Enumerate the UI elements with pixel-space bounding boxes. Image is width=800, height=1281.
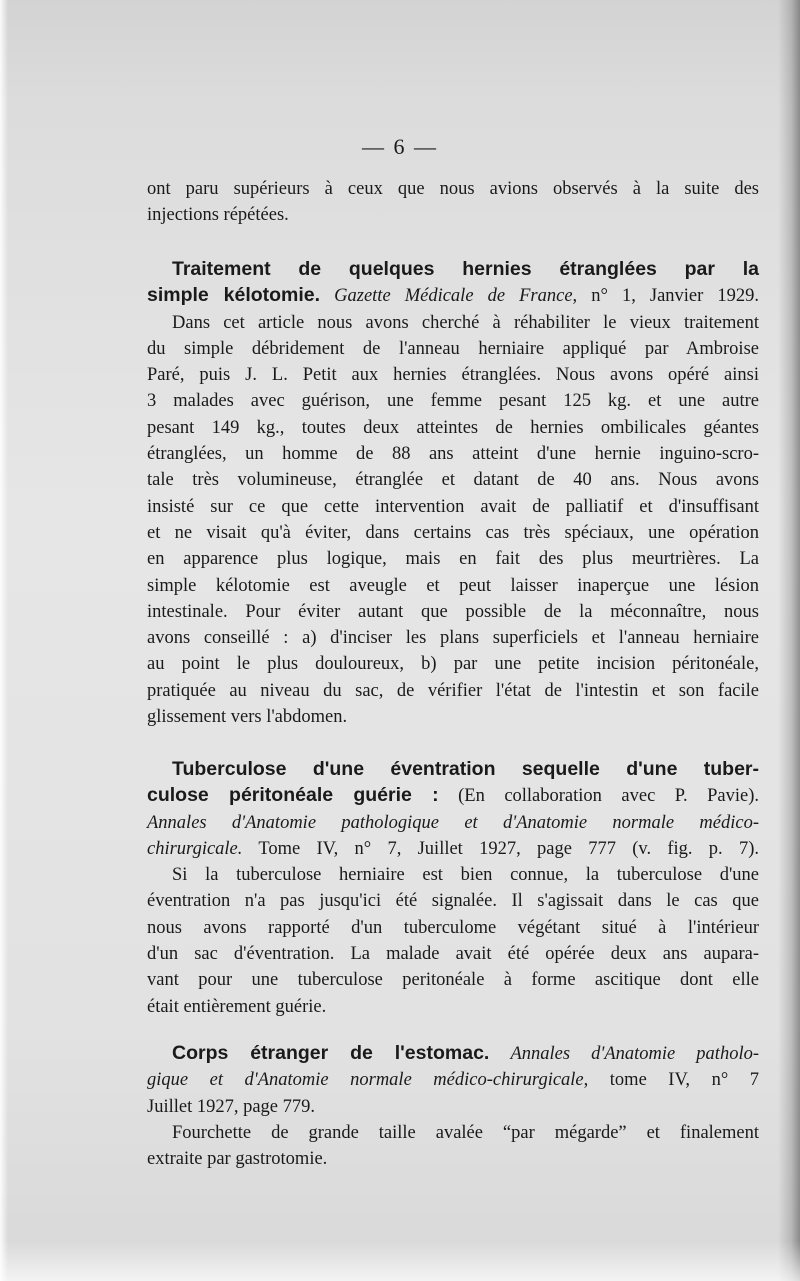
section-title-line-1 (147, 1040, 759, 1067)
section-tuberculose-eventration (147, 756, 759, 1020)
body-line: Dans cet article nous avons cherché à réhabiliter le vieux traitement (172, 312, 759, 333)
body-line: était entièrement guérie. (147, 996, 327, 1017)
body-line: nous avons rapporté d'un tuberculome végétant situé à l'intérieur (147, 917, 759, 938)
body-line: 3 malades avec guérison, une femme pesant 125 kg. et une autre (147, 391, 759, 412)
body-line: d'un sac d'éventration. La malade avait été opérée deux ans aupara- (147, 944, 759, 965)
page-bottom-fade (0, 1241, 800, 1281)
journal-issue: , tome IV, n° 7 (583, 1070, 759, 1091)
intro-line: injections répétées. (147, 205, 289, 226)
body-line: glissement vers l'abdomen. (147, 707, 348, 728)
body-line: pesant 149 kg., toutes deux atteintes de hernies ombilicales géantes (147, 417, 759, 438)
section-kelotomie (147, 256, 759, 730)
body-line: Fourchette de grande taille avalée “par mégarde” et finalement (172, 1122, 759, 1143)
journal-issue: , n° 1, Janvier 1929. (572, 286, 759, 307)
section-title: Traitement de quelques hernies étranglées par la (172, 258, 759, 280)
body-line: intestinale. Pour éviter autant que possible de la méconnaître, nous (147, 601, 759, 622)
body-line: avons conseillé : a) d'inciser les plans superficiels et l'anneau herniaire (147, 628, 759, 649)
journal-source-continued: chirurgicale. (147, 838, 243, 859)
journal-date: Juillet 1927, page 779. (147, 1096, 316, 1117)
body-line: Si la tuberculose herniaire est bien connue, la tuberculose d'une (172, 865, 759, 886)
body-line: simple kélotomie est aveugle et peut laisser inaperçue une lésion (147, 575, 759, 596)
body-line: au point le plus douloureux, b) par une petite incision péritonéale, (147, 654, 759, 675)
body-line: pratiquée au niveau du sac, de vérifier l'état de l'intestin et son facile (147, 680, 759, 701)
intro-line: ont paru supérieurs à ceux que nous avions observés à la suite des (147, 179, 759, 199)
body-line: insisté sur ce que cette intervention avait de palliatif et d'insuffisant (147, 496, 759, 517)
section-title-line-2 (147, 282, 759, 309)
journal-issue: Tome IV, n° 7, Juillet 1927, page 777 (v. fig. p. 7). (258, 838, 759, 859)
section-title-continued: simple kélotomie. (147, 284, 321, 307)
body-line: tale très volumineuse, étranglée et datant de 40 ans. Nous avons (147, 470, 759, 491)
section-corps-etranger (147, 1040, 759, 1172)
body-line: extraite par gastrotomie. (147, 1149, 328, 1170)
body-line: du simple débridement de l'anneau herniaire appliqué par Ambroise (147, 338, 759, 359)
section-title: Tuberculose d'une éventration sequelle d'une tuber- (172, 758, 759, 780)
journal-source: Annales d'Anatomie patholo- (510, 1044, 759, 1064)
body-line: en apparence plus logique, mais en fait des plus meurtrières. La (147, 549, 759, 570)
collaboration-note: (En collaboration avec P. Pavie). (458, 786, 759, 807)
page-number: — 6 — (362, 134, 438, 159)
journal-source: Gazette Médicale de France (334, 286, 573, 307)
journal-source: Annales d'Anatomie pathologique et d'Anatomie normale médico- (147, 812, 759, 833)
journal-source-line-2 (147, 1067, 759, 1093)
page-binding-shadow (778, 0, 800, 1281)
section-title-continued: culose péritonéale guérie : (147, 784, 439, 807)
section-title: Corps étranger de l'estomac. (172, 1042, 490, 1064)
body-line: vant pour une tuberculose peritonéale à forme ascitique dont elle (147, 970, 759, 991)
body-line: et ne visait qu'à éviter, dans certains cas très spéciaux, une opération (147, 522, 759, 543)
body-line: étranglées, un homme de 88 ans atteint d'une hernie inguino-scro- (147, 444, 759, 465)
journal-source-continued: gique et d'Anatomie normale médico-chirurgicale (147, 1070, 584, 1091)
body-line: éventration n'a pas jusqu'ici été signalée. Il s'agissait dans le cas que (147, 891, 759, 912)
intro-paragraph (147, 176, 759, 229)
section-title-line-2 (147, 782, 759, 809)
journal-source-line-2 (147, 836, 759, 862)
body-line: Paré, puis J. L. Petit aux hernies étranglées. Nous avons opéré ainsi (147, 365, 759, 386)
page-left-edge (0, 0, 8, 1281)
